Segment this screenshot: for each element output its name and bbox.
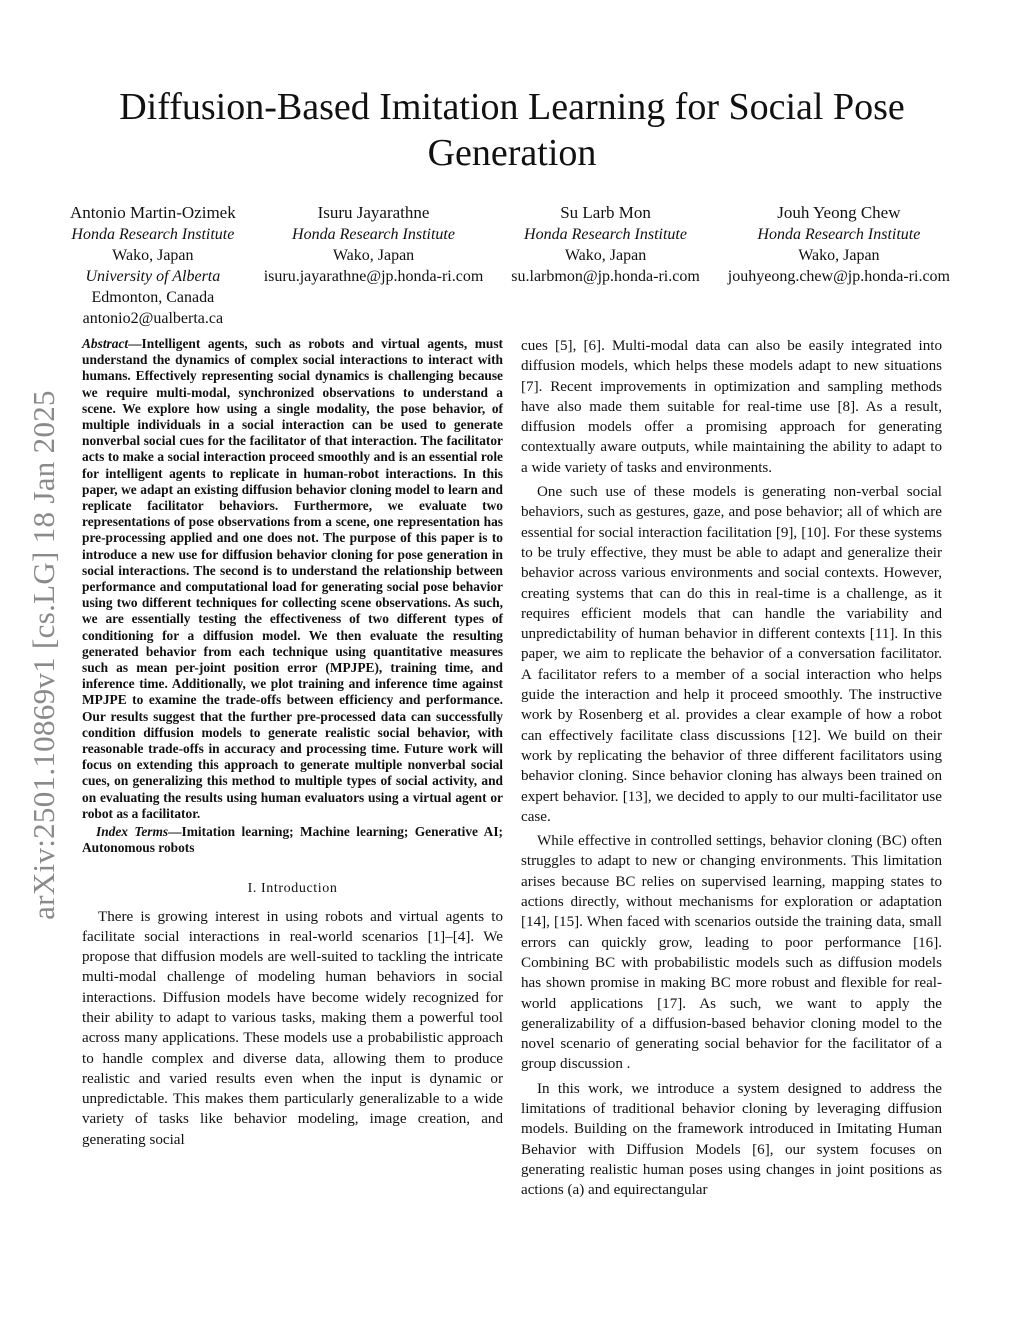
paper-title: Diffusion-Based Imitation Learning for Social Pose Generation [119,86,905,174]
abstract-text: —Intelligent agents, such as robots and virtual agents, must understand the dynamics of complex social interactions to interact with humans. Effectively representing social dynamics is challenging because we require multi-modal, synchronized observations to understand a scene. We explore how using a single modality, the pose behavior, of multiple individuals in a social interaction can be used to generate nonverbal social cues for the facilitator of that interaction. The facilitator acts to make a social interaction proceed smoothly and is an essential role for intelligent agents to replicate in human-robot interactions. In this paper, we adapt an existing diffusion behavior cloning model to learn and replicate facilitator behaviors. Furthermore, we evaluate two representations of pose observations from a scene, one representation has pre-processing applied and one does not. The purpose of this paper is to introduce a new use for diffusion behavior cloning for pose generation in social interactions. The second is to understand the relationship between performance and computational load for generating social pose behavior using two different techniques for collecting scene observations. As such, we are essentially testing the effectiveness of two different types of conditioning for a diffusion model. We then evaluate the resulting generated behavior from each technique using quantitative measures such as mean per-joint position error (MPJPE), training time, and inference time. Additionally, we plot training and inference time against MPJPE to examine the trade-offs between efficiency and performance. Our results suggest that the further pre-processed data can successfully condition diffusion models to generate realistic social behavior, with reasonable trade-offs in accuracy and processing time. Future work will focus on extending this approach to generate multiple nonverbal social cues, on generalizing this method to multiple types of social activity, and on evaluating the results using human evaluators using a virtual agent or robot as a facilitator. [82,336,503,821]
author-location: Wako, Japan [332,247,415,264]
author-name: Antonio Martin-Ozimek [70,203,236,222]
body-paragraph: While effective in controlled settings, behavior cloning (BC) often struggles to adapt to new or changing environments. This limitation arises because BC relies on supervised learning, mapping states to actions directly, without mechanisms for exploration or adaptation [14], [15]. When faced with scenarios outside the training data, small errors can quickly grow, leading to poor performance [16]. Combining BC with probabilistic models such as diffusion models has shown promise in making BC more robust and flexible for real-world applications [17]. As such, we want to apply the generalizability of a diffusion-based behavior cloning model to the novel scenario of generating social behavior for the facilitator of a group discussion . [521,833,942,1073]
author-affiliation: University of Alberta [85,268,221,285]
author-location: Wako, Japan [564,247,647,264]
author-email: jouhyeong.chew@jp.honda-ri.com [727,268,950,285]
abstract [82,336,503,822]
author-affiliation: Honda Research Institute [524,226,687,243]
arxiv-stamp [22,365,66,945]
author-name: Su Larb Mon [560,203,651,222]
author-1 [70,202,236,329]
author-2 [264,202,484,329]
right-column [521,336,942,1204]
index-terms-label: Index Terms [96,824,169,840]
author-location: Edmonton, Canada [91,289,215,306]
left-column [82,336,503,1154]
author-affiliation: Honda Research Institute [292,226,455,243]
author-name: Isuru Jayarathne [317,203,430,222]
index-terms [82,824,503,856]
author-email: su.larbmon@jp.honda-ri.com [511,268,700,285]
author-email: antonio2@ualberta.ca [82,310,224,327]
section-heading: I. Introduction [247,880,338,896]
intro-paragraph: There is growing interest in using robots and virtual agents to facilitate social interactions in real-world scenarios [1]–[4]. We propose that diffusion models are well-suited to tackling the intricate multi-modal challenge of modeling human behaviors in social interactions. Diffusion models have become widely recognized for their ability to adapt to various tasks, making them a powerful tool across many applications. These models use a probabilistic approach to handle complex and diverse data, allowing them to produce realistic and varied results even when the input is dynamic or unpredictable. This makes them particularly generalizable to a wide variety of tasks like behavior modeling, image creation, and generating social [82,908,503,1148]
author-location: Wako, Japan [798,247,880,264]
author-location: Wako, Japan [112,247,194,264]
author-affiliation: Honda Research Institute [757,226,921,243]
index-terms-text: —Imitation learning; Machine learning; Generative AI; Autonomous robots [82,824,503,856]
abstract-label: Abstract [82,336,129,351]
body-paragraph: cues [5], [6]. Multi-modal data can also be easily integrated into diffusion models, which helps these models adapt to new situations [7]. Recent improvements in optimization and sampling methods have also made them suitable for real-time use [8]. As a result, diffusion models offer a promising approach for generating contextually aware outputs, while maintaining the ability to adapt to a wide variety of tasks and environments. [521,338,942,476]
author-email: isuru.jayarathne@jp.honda-ri.com [263,268,484,285]
author-block [70,202,950,329]
author-affiliation: Honda Research Institute [71,226,235,243]
author-3 [511,202,699,329]
author-4 [728,202,950,329]
arxiv-stamp-text: arXiv:2501.10869v1 [cs.LG] 18 Jan 2025 [26,390,61,920]
author-name: Jouh Yeong Chew [777,203,901,222]
body-paragraph: In this work, we introduce a system designed to address the limitations of traditional behavior cloning by leveraging diffusion models. Building on the framework introduced in Imitating Human Behavior with Diffusion Models [6], our system focuses on generating realistic human poses using changes in joint positions as actions (a) and equirectangular [521,1080,942,1199]
body-paragraph: One such use of these models is generating non-verbal social behaviors, such as gestures, gaze, and pose behavior; all of which are essential for social interaction facilitation [9], [10]. For these systems to be truly effective, they must be able to adapt and generalize their behavior across various environments and social contexts. However, creating systems that can do this in real-time is a challenge, as it requires efficient models that can handle the variability and unpredictability of human behavior in different contexts [11]. In this paper, we aim to replicate the behavior of a conversation facilitator. A facilitator refers to a member of a social interaction who helps guide the interaction and help it proceed smoothly. The instructive work by Rosenberg et al. provides a clear example of how a robot can effectively facilitate class discussions [12]. We build on their work by replicating the behavior of three different facilitators using behavior cloning. Since behavior cloning has always been trained on expert behavior. [13], we decided to apply to our multi-facilitator use case. [521,484,942,825]
